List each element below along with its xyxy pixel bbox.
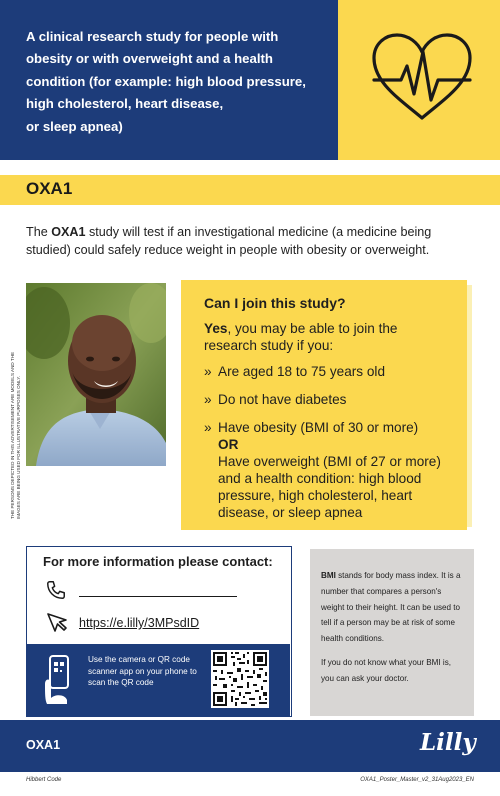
intro-prefix: The [26,225,52,239]
headline-line: obesity or with overweight and a health [26,51,273,67]
disclaimer-line: THE PERSONS DEPICTED IN THIS ADVERTISEMENT ARE MODELS AND THE [10,351,15,519]
bmi-advice: If you do not know what your BMI is, you can ask your doctor. [321,657,452,683]
bmi-term: BMI [321,571,336,580]
cursor-icon [45,611,71,635]
contact-title: For more information please contact: [43,554,273,569]
eligibility-item [204,363,453,380]
bullet-marker: » [204,420,212,435]
eligibility-item-text: Have obesity (BMI of 30 or more) [218,420,419,435]
header [0,0,500,160]
study-link[interactable]: https://e.lilly/3MPsdID [79,616,200,630]
eligibility-box [181,280,467,530]
eligibility-item-extra: Have overweight (BMI of 27 or more) and a health condition: high blood pressure, high cholesterol, heart disease, or sleep apnea [218,454,441,520]
or-label: OR [218,437,239,452]
footer-study-name: OXA1 [26,738,61,752]
eligibility-yes: Yes [204,321,228,336]
intro-study-name: OXA1 [51,225,86,239]
eligibility-item-text: Do not have diabetes [218,392,347,407]
bmi-definition-text: stands for body mass index. It is a number that compares a person's weight to their height. It can be used to tell if a person may be at risk of some health conditions. [321,571,461,644]
bullet-marker: » [204,392,212,407]
headline-line: high cholesterol, heart disease, [26,96,224,112]
eligibility-item-text: Are aged 18 to 75 years old [218,364,386,379]
study-intro [26,223,478,259]
eligibility-lead [204,320,434,354]
headline-line: A clinical research study for people with [26,29,279,44]
footer-band [0,720,500,772]
header-navy-panel [0,0,338,160]
study-title-band [0,175,500,205]
photo-disclaimer [2,297,21,519]
qr-panel [27,644,290,716]
bullet-marker: » [204,364,212,379]
eligibility-item [204,419,453,521]
eligibility-list [204,363,453,521]
lilly-logo: Lilly [420,729,476,756]
contact-box [26,546,292,717]
footer-left-note: Hibbert Code [26,777,62,783]
headline [26,26,332,138]
footer-right-note: OXA1_Poster_Master_v2_31Aug2023_EN [360,777,474,783]
eligibility-item [204,391,453,408]
study-title: OXA1 [26,179,73,198]
bmi-info-box [310,549,474,716]
eligibility-lead-text: , you may be able to join the research study if you: [204,321,398,353]
qr-code[interactable] [211,650,269,708]
phone-icon [45,579,67,601]
phone-number-blank [79,596,237,597]
person-photo [26,283,166,466]
bmi-definition [321,568,463,647]
headline-line: or sleep apnea) [26,118,123,134]
phone-scan-icon [41,654,75,706]
scan-instructions: Use the camera or QR code scanner app on your phone to scan the QR code [88,655,197,688]
intro-text: study will test if an investigational medicine (a medicine being studied) could safely reduce weight in people with obesity or overweight. [26,225,432,257]
disclaimer-line: IMAGES ARE BEING USED FOR ILLUSTRATIVE PURPOSES ONLY. [16,376,21,519]
headline-line: condition (for example: high blood pressure, [26,73,306,89]
heart-rate-icon [368,30,476,126]
eligibility-title: Can I join this study? [204,295,346,311]
